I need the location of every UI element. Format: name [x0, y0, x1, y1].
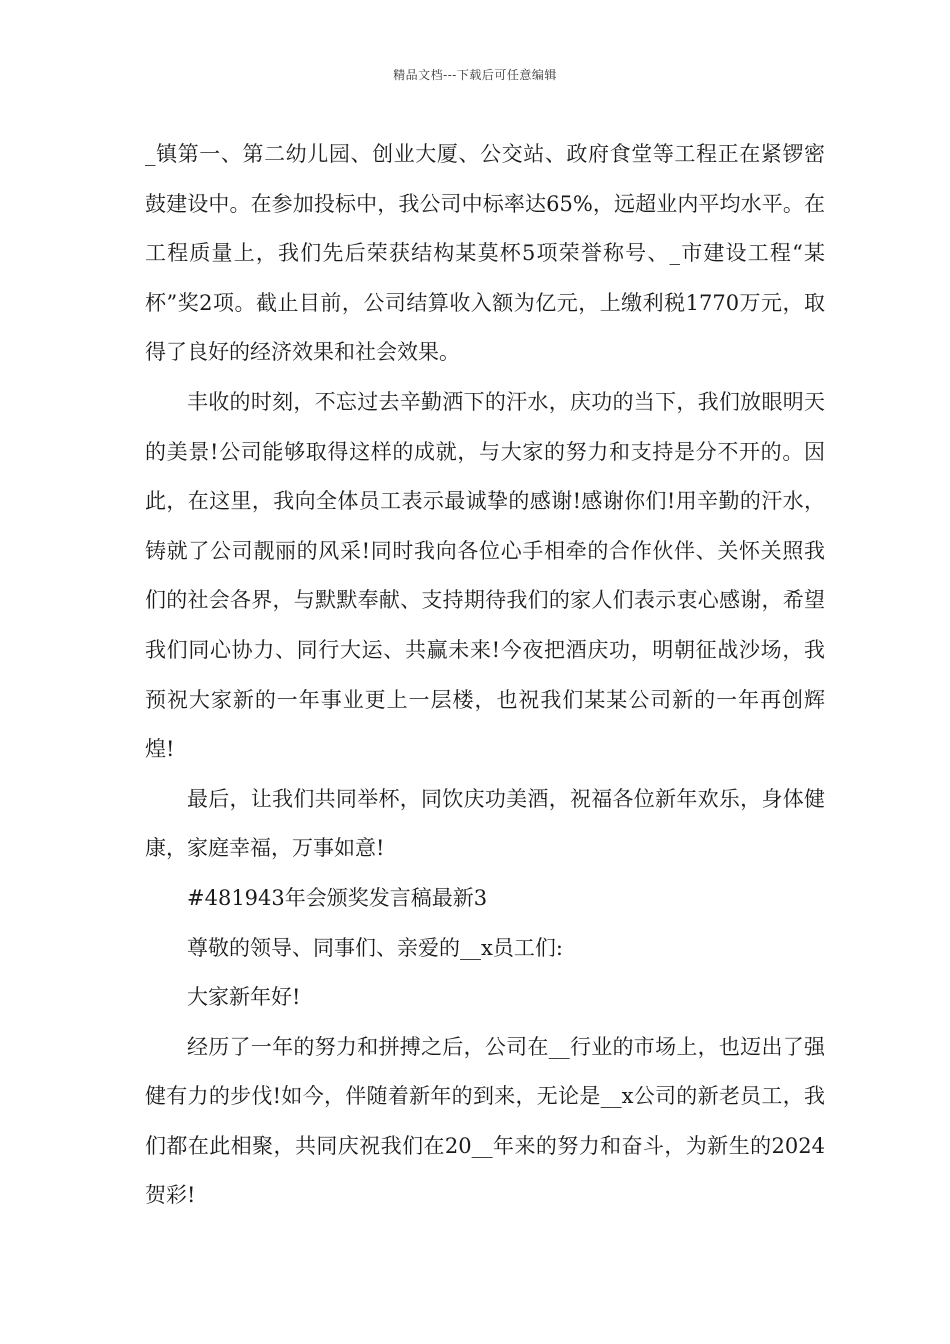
- paragraph-4: 经历了一年的努力和拼搏之后，公司在__行业的市场上，也迈出了强健有力的步伐!如今，伴随着新年的到来，无论是__x公司的新老员工，我们都在此相聚，共同庆祝我们在20__年来的努力和奋斗，为新生的2024贺彩!: [145, 1034, 825, 1208]
- paragraph-3: 最后，让我们共同举杯，同饮庆功美酒，祝福各位新年欢乐，身体健康，家庭幸福，万事如意!: [145, 786, 825, 861]
- document-body: [145, 130, 825, 1221]
- section-heading: #481943年会颁奖发言稿最新3: [187, 885, 488, 910]
- greeting: 大家新年好!: [187, 985, 301, 1010]
- salutation: 尊敬的领导、同事们、亲爱的__x员工们:: [187, 935, 563, 960]
- paragraph-1: _镇第一、第二幼儿园、创业大厦、公交站、政府食堂等工程正在紧锣密鼓建设中。在参加投标中，我公司中标率达65%，远超业内平均水平。在工程质量上，我们先后荣获结构某莫杯5项荣誉称号、_市建设工程“某杯”奖2项。截止目前，公司结算收入额为亿元，上缴利税1770万元，取得了良好的经济效果和社会效果。: [145, 142, 825, 365]
- paragraph-2: 丰收的时刻，不忘过去辛勤洒下的汗水，庆功的当下，我们放眼明天的美景!公司能够取得这样的成就，与大家的努力和支持是分不开的。因此，在这里，我向全体员工表示最诚挚的感谢!感谢你们!用辛勤的汗水，铸就了公司靓丽的风采!同时我向各位心手相牵的合作伙伴、关怀关照我们的社会各界，与默默奉献、支持期待我们的家人们表示衷心感谢，希望我们同心协力、同行大运、共赢未来!今夜把酒庆功，明朝征战沙场，我预祝大家新的一年事业更上一层楼，也祝我们某某公司新的一年再创辉煌!: [145, 389, 825, 762]
- page-header: 精品文档---下载后可任意编辑: [393, 68, 557, 82]
